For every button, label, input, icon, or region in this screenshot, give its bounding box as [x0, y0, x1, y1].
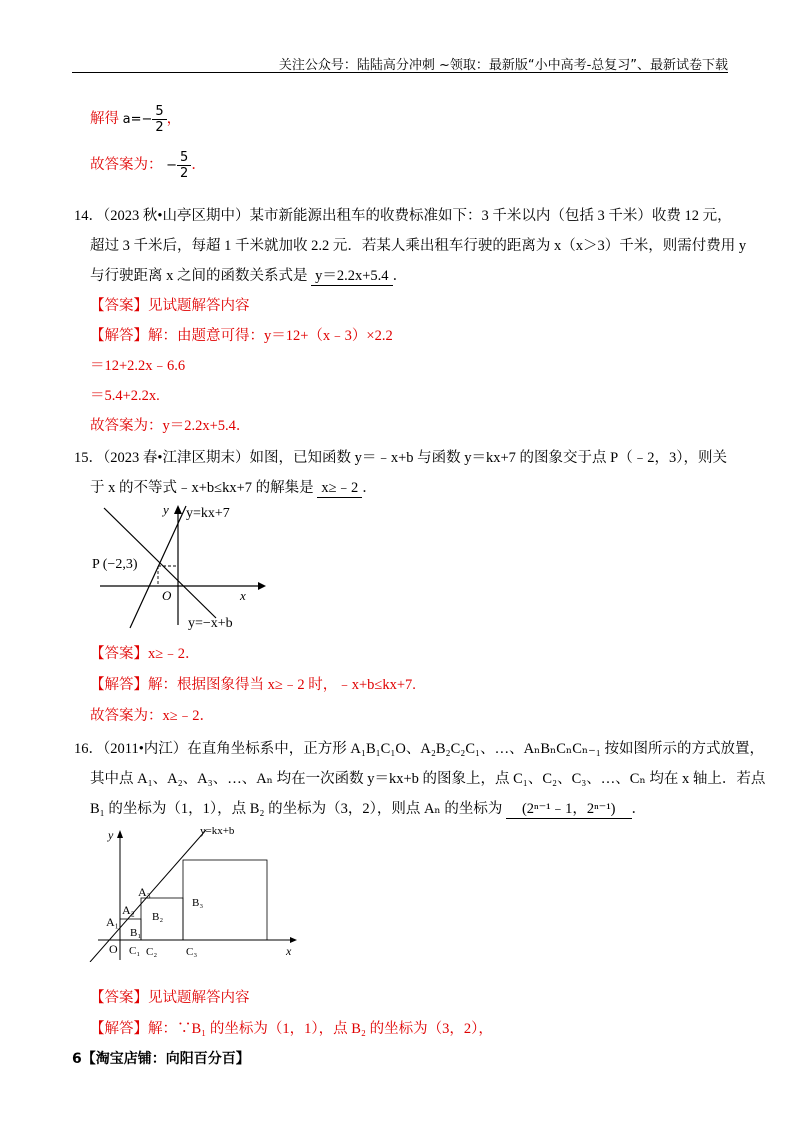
label-y: y	[163, 502, 169, 517]
x-axis-arrow	[258, 582, 266, 590]
fraction-denominator: 2	[177, 165, 191, 181]
q14-answer-blank: y＝2.2x+5.4	[311, 264, 392, 286]
q14-sol4: 故答案为：y＝2.2x+5.4．	[90, 418, 251, 434]
prev-a-expr: a=−	[122, 112, 153, 127]
q14-line1: 14．（2023 秋•山亭区期中）某市新能源出租车的收费标准如下：3 千米以内（包括 3 千米）收费 12 元，	[74, 208, 732, 224]
q15-sol1: 【解答】解：根据图象得当 x≥﹣2 时，﹣x+b≤kx+7.	[90, 677, 416, 693]
q16-answer-blank: (2ⁿ⁻¹﹣1，2ⁿ⁻¹)	[506, 797, 632, 819]
label-line: y=kx+b	[200, 825, 235, 837]
y-axis-arrow	[174, 505, 182, 514]
q16-line2: 其中点 A₁、A₂、A₃、…、Aₙ 均在一次函数 y＝kx+b 的图象上，点 C₁、C₂、C₃、…、Cₙ 均在 x 轴上．若点	[90, 771, 766, 787]
q15-answer-blank: x≥﹣2	[317, 476, 362, 498]
q14-question-text: 与行驶距离 x 之间的函数关系式是	[90, 268, 308, 284]
q16-question-text: B₁ 的坐标为（1，1），点 B₂ 的坐标为（3，2），则点 Aₙ 的坐标为	[90, 801, 503, 817]
label-A1: A₁	[106, 915, 119, 929]
label-A2: A₂	[122, 903, 135, 917]
label-B3: B₃	[192, 897, 204, 909]
q14-sol2: ＝12+2.2x﹣6.6	[90, 358, 186, 374]
header-divider	[72, 72, 728, 73]
page-header: 关注公众号：陆陆高分冲刺 ~领取：最新版“小中高考-总复习”、最新试卷下载	[278, 58, 728, 73]
q15-line1: 15．（2023 春•江津区期末）如图，已知函数 y＝﹣x+b 与函数 y＝kx+7 的图象交于点 P（﹣2，3），则关	[74, 450, 727, 466]
prev-comma: ，	[166, 110, 182, 127]
label-A3: A₃	[138, 885, 151, 899]
prev-solve-line	[90, 104, 181, 135]
q15-sol2: 故答案为：x≥﹣2．	[90, 708, 214, 724]
q14-period: ．	[392, 268, 408, 284]
label-b: y=−x+b	[188, 616, 233, 631]
q14-answer: 【答案】见试题解答内容	[90, 298, 250, 314]
fraction-denominator: 2	[152, 119, 166, 135]
q16-period: ．	[631, 801, 646, 817]
label-kx: y=kx+7	[186, 506, 230, 521]
q14-sol3: ＝5.4+2.2x.	[90, 388, 160, 404]
label-O: O	[109, 942, 118, 956]
q16-sol1: 【解答】解：∵B₁ 的坐标为（1，1），点 B₂ 的坐标为（3，2），	[90, 1021, 493, 1037]
label-x: x	[240, 588, 246, 603]
y-axis-arrow	[117, 830, 123, 838]
label-O: O	[162, 588, 172, 603]
q16-answer: 【答案】见试题解答内容	[90, 990, 250, 1006]
q14-line2: 超过 3 千米后，每超 1 千米就加收 2.2 元．若某人乘出租车行驶的距离为 x（x＞3）千米，则需付费用 y	[90, 238, 747, 254]
label-C3: C₃	[186, 946, 198, 958]
label-y: y	[108, 828, 114, 842]
q16-figure	[88, 822, 308, 962]
q15-figure	[90, 500, 270, 635]
label-B2: B₂	[152, 911, 164, 923]
label-C2: C₂	[146, 946, 158, 958]
q15-answer: 【答案】x≥﹣2．	[90, 646, 200, 662]
label-B1: B₁	[130, 927, 142, 939]
q15-question-text: 于 x 的不等式﹣x+b≤kx+7 的解集是	[90, 480, 314, 496]
q15-period: ．	[362, 480, 377, 496]
label-C1: C₁	[129, 945, 141, 957]
fraction-numerator: 5	[155, 104, 164, 119]
prev-period: ．	[191, 156, 206, 173]
q15-line2	[90, 476, 377, 498]
label-x: x	[286, 944, 292, 958]
q14-sol1: 【解答】解：由题意可得：y＝12+（x﹣3）×2.2	[90, 328, 393, 344]
prev-answer-line	[90, 150, 206, 181]
prev-answer-label: 故答案为：	[90, 156, 163, 173]
page-footer: 6【淘宝店铺：向阳百分百】	[72, 1051, 250, 1067]
prev-ans-expr: −	[166, 158, 178, 173]
label-P: P (−2,3)	[92, 557, 138, 572]
q16-line1: 16．（2011•内江）在直角坐标系中，正方形 A₁B₁C₁O、A₂B₂C₂C₁、…、AₙBₙCₙCₙ₋₁ 按如图所示的方式放置，	[74, 741, 764, 757]
fraction-numerator: 5	[180, 150, 189, 165]
x-axis-arrow	[290, 937, 297, 943]
prev-answer-fraction	[177, 150, 191, 181]
q16-line3	[90, 797, 646, 819]
q14-line3	[90, 264, 407, 286]
prev-fraction	[152, 104, 166, 135]
prev-solve-label: 解得	[90, 110, 119, 127]
